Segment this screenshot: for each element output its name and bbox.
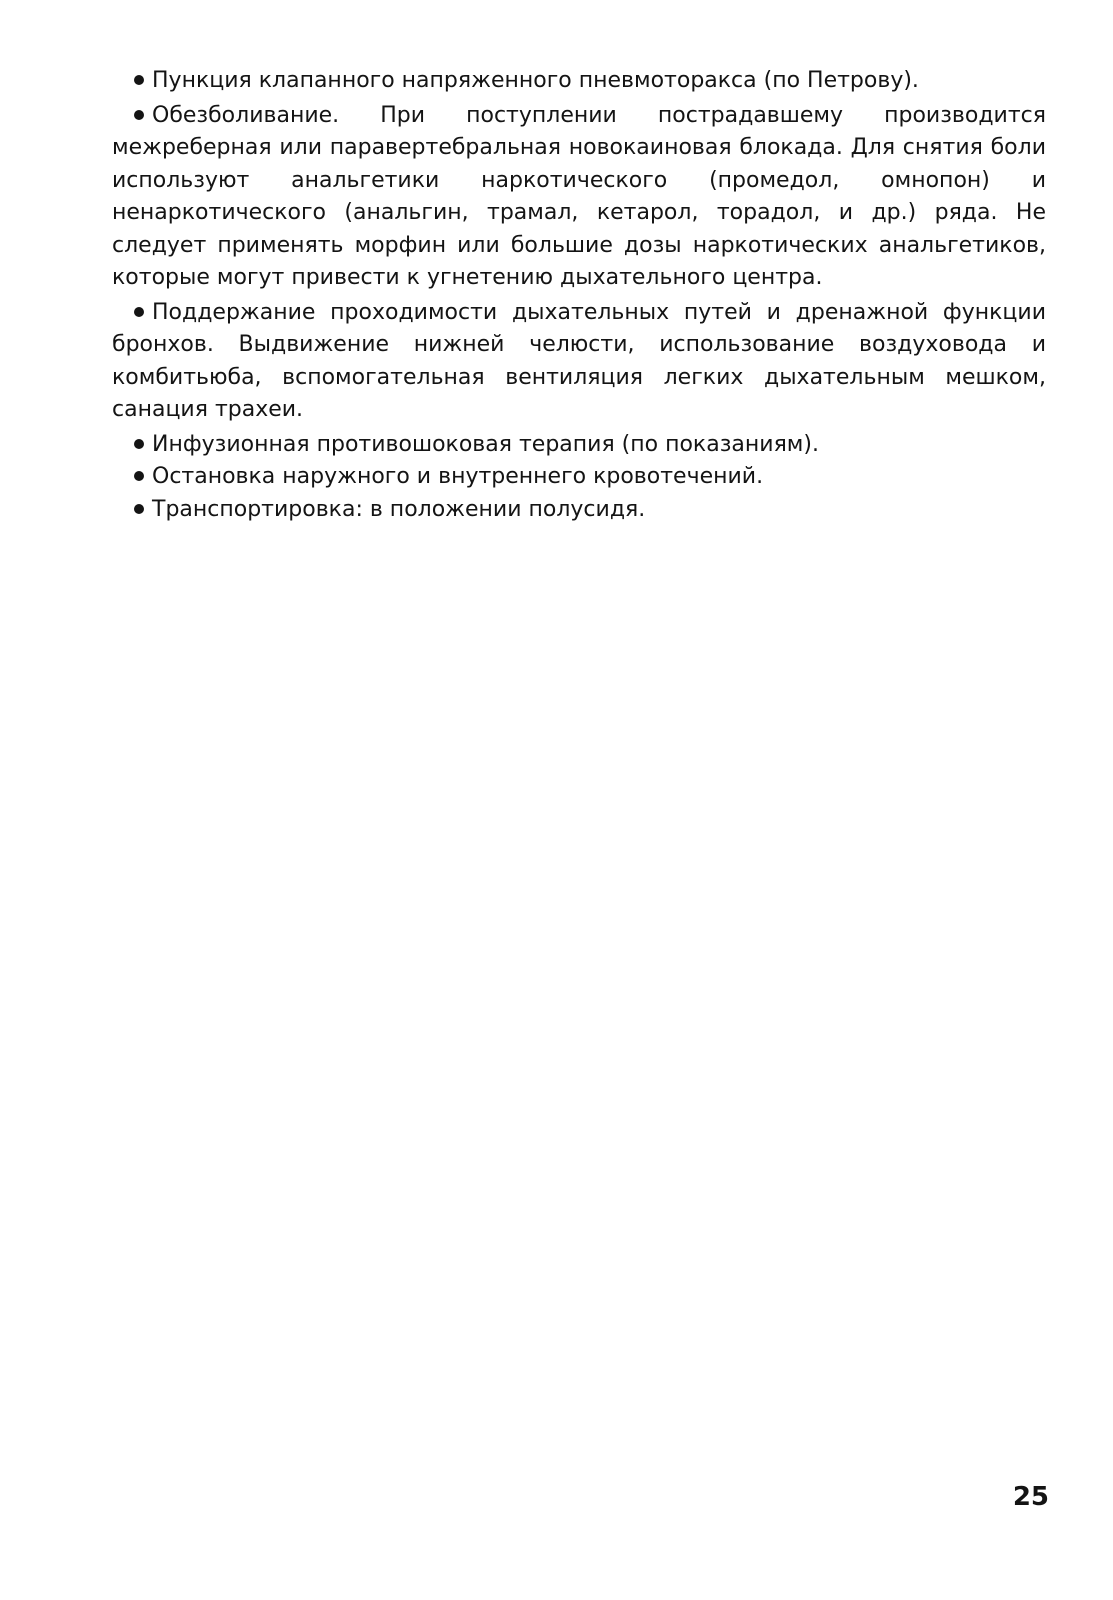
page-number: 25 bbox=[1012, 1482, 1049, 1512]
bullet-icon bbox=[134, 75, 144, 85]
bullet-icon bbox=[134, 471, 144, 481]
list-item bbox=[112, 297, 1046, 427]
list-item-text: Инфузионная противошоковая терапия (по показаниям). bbox=[152, 431, 819, 457]
list-item-text: Обезболивание. При поступлении пострадавшему производится межреберная или паравертебральная новокаиновая блокада. Для снятия боли используют анальгетики наркотического (промедол, омнопон) и ненаркотического (анальгин, трамал, кетарол, торадол, и др.) ряда. Не следует применять морфин или большие дозы наркотических анальгетиков, которые могут привести к угнетению дыхательного центра. bbox=[112, 102, 1046, 290]
list-item bbox=[112, 461, 1046, 494]
list-item bbox=[112, 65, 1046, 98]
list-item-text: Транспортировка: в положении полусидя. bbox=[152, 496, 646, 522]
list-item-text: Поддержание проходимости дыхательных путей и дренажной функции бронхов. Выдвижение нижней челюсти, использование воздуховода и комбитьюба, вспомогательная вентиляция легких дыхательным мешком, санация трахеи. bbox=[112, 299, 1046, 422]
bullet-icon bbox=[134, 307, 144, 317]
list-item bbox=[112, 100, 1046, 295]
list-item-text: Остановка наружного и внутреннего кровотечений. bbox=[152, 464, 764, 489]
bullet-list bbox=[112, 65, 1046, 526]
list-item bbox=[112, 429, 1046, 462]
bullet-icon bbox=[134, 110, 144, 120]
list-item bbox=[112, 494, 1046, 527]
bullet-icon bbox=[134, 439, 144, 449]
list-item-text: Пункция клапанного напряженного пневмоторакса (по Петрову). bbox=[152, 68, 919, 93]
bullet-icon bbox=[134, 504, 144, 514]
